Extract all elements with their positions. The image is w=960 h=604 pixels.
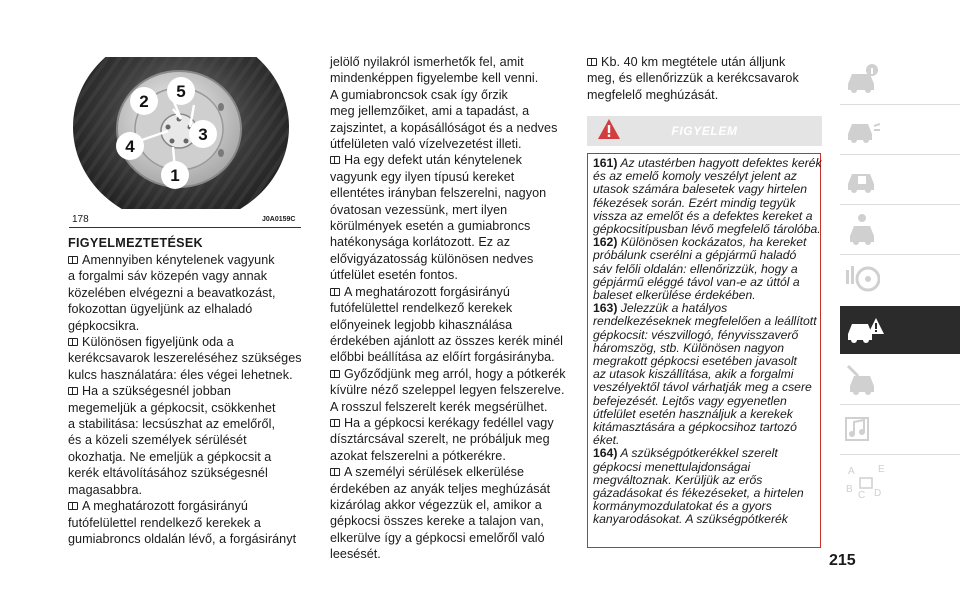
book-icon: [330, 288, 340, 296]
col3-text: Kb. 40 km megtétele után álljunk: [601, 55, 786, 69]
callout-4: [116, 132, 144, 160]
col2-line: [330, 152, 564, 168]
col2-line: [330, 382, 564, 398]
col1-text: gumiabroncs oldalán lévő, a forgásirányt: [68, 531, 297, 546]
col2-line: [330, 366, 564, 382]
book-icon: [68, 502, 78, 510]
warning-title: FIGYELEM: [671, 124, 738, 138]
warning-text: veszélyektől távol várhatják meg a csere: [593, 380, 812, 395]
sidebar-tab-9[interactable]: [840, 456, 960, 504]
warning-text: kitámasztására a gépkocsihoz tartozó: [593, 420, 797, 435]
sidebar-tab-6-active[interactable]: [840, 306, 960, 354]
col2-text: mindenképpen figyelembe kell venni.: [330, 71, 539, 86]
warning-text: rendelkezéseknek megfelelően a leállított: [593, 314, 817, 329]
col2-text: útfelület esetén fontos.: [330, 268, 458, 283]
warning-text: gépkocsi menettulajdonságai: [593, 459, 751, 474]
col1-text: Ha a szükségesnél jobban: [82, 384, 231, 399]
sidebar-tab-1[interactable]: [840, 56, 960, 104]
callout-3-label: 3: [198, 125, 208, 144]
col1-line: [68, 318, 300, 334]
sidebar-tab-2[interactable]: [840, 106, 960, 154]
sidebar-tab-4[interactable]: [840, 206, 960, 254]
callout-1-label: 1: [170, 166, 180, 185]
music-note-icon: [844, 412, 880, 446]
col2-text: előnyeinek legjobb kihasználása: [330, 317, 513, 332]
warning-text: és az emelő komoly veszélyt jelent az: [593, 169, 797, 184]
book-icon: [330, 370, 340, 378]
callout-5-label: 5: [176, 82, 186, 101]
col3-line: [587, 70, 823, 86]
col1-text: a stabilitása: lecsúszhat az emelőről,: [68, 417, 275, 432]
col2-text: A személyi sérülések elkerülése: [344, 465, 525, 480]
figure-code: J0A0159C: [262, 216, 296, 223]
col2-line: [330, 530, 564, 546]
page-number: 215: [829, 552, 856, 569]
warning-text: Az utastérben hagyott defektes kerék: [620, 156, 822, 170]
index-letter-c: C: [858, 490, 866, 501]
col1-text: futófelülettel rendelkező kerekek a: [68, 515, 261, 530]
warning-text: A szükségpótkerékkel szerelt: [620, 446, 778, 461]
warning-text: vissza az emelőt és a defektes kereket a: [593, 208, 813, 223]
callout-2-label: 2: [139, 92, 149, 111]
col2-text: hatékonysága korlátozott. Ez az: [330, 235, 511, 250]
warning-text: fékezések során. Ezért mindig tegyük: [593, 195, 796, 210]
book-icon: [587, 58, 597, 66]
callout-3: [189, 120, 217, 148]
warning-text: utasok számára balesetek vagy hirtelen: [593, 182, 808, 197]
column-1-text: [68, 252, 300, 547]
col1-line: [68, 482, 300, 498]
col2-text: érdekében az anyák teljes meghúzását: [330, 481, 551, 496]
col3-line: [587, 87, 823, 103]
col2-line: [330, 234, 564, 250]
car-info-icon: [844, 62, 880, 96]
note-number: 161): [593, 156, 618, 170]
col2-line: [330, 87, 564, 103]
book-icon: [68, 387, 78, 395]
sidebar-tab-3[interactable]: [840, 156, 960, 204]
col1-text: megemeljük a gépkocsit, csökkenhet: [68, 400, 276, 415]
note-number: 162): [593, 235, 618, 250]
col1-text: A meghatározott forgásirányú: [82, 499, 248, 514]
col2-text: útfelületen való vízelvezetést illeti.: [330, 137, 522, 152]
col1-line: [68, 498, 300, 514]
steering-wheel-icon: [844, 262, 880, 296]
col1-text: Különösen figyeljünk oda a: [82, 335, 234, 350]
warning-text: megrakott gépkocsi esetében javasolt: [593, 354, 797, 369]
col2-line: [330, 464, 564, 480]
warning-header: [587, 116, 822, 146]
car-lights-icon: [844, 112, 880, 146]
col2-line: [330, 218, 564, 234]
col2-text: körülmények esetén a gumiabroncs: [330, 219, 531, 234]
col2-line: [330, 333, 564, 349]
sidebar-tab-7[interactable]: [840, 356, 960, 404]
col2-line: [330, 481, 564, 497]
callout-5: [167, 77, 195, 105]
col2-text: Ha egy defekt után kénytelenek: [344, 153, 522, 168]
col2-line: [330, 513, 564, 529]
emergency-car-icon: [844, 312, 884, 346]
col2-text: óvatosan vezessünk, mert ilyen: [330, 202, 508, 217]
col1-text: gépkocsikra.: [68, 318, 140, 333]
col1-line: [68, 383, 300, 399]
warning-text: gépkocsit: vészvillogó, fényvisszaverő: [593, 327, 799, 342]
col2-text: A meghatározott forgásirányú: [344, 284, 510, 299]
sidebar-tab-8[interactable]: [840, 406, 960, 454]
warning-text: Jelezzük a hatályos: [620, 301, 728, 316]
warning-text: gépkocsitípusban lévő megfelelő tárolóba.: [593, 222, 821, 237]
col2-text: előbbi beállítása az előírt forgásirányba.: [330, 350, 555, 365]
col1-line: [68, 285, 300, 301]
book-icon: [330, 468, 340, 476]
warning-text: gépjármű eléggé távol van-e az úttól a: [593, 274, 800, 289]
col1-line: [68, 465, 300, 481]
col3-line: [587, 54, 823, 70]
col1-text: Amennyiben kénytelenek vagyunk: [82, 253, 275, 267]
callout-2: [130, 87, 158, 115]
col1-line: [68, 416, 300, 432]
col2-text: érdekében ajánlott az összes kerék minél: [330, 333, 564, 348]
col2-line: [330, 399, 564, 415]
col1-line: [68, 350, 300, 366]
book-icon: [68, 256, 78, 264]
warning-text: megváltoznak. Kerüljük az erős: [593, 472, 763, 487]
col1-line: [68, 449, 300, 465]
note-number: 164): [593, 446, 618, 461]
col2-text: elkerülve így a gépkocsi emelőről való: [330, 530, 545, 545]
warning-text: kormánymozdulatokat és a gyors: [593, 499, 772, 514]
col2-text: leesését.: [330, 547, 381, 562]
warning-text: [593, 156, 822, 527]
col2-line: [330, 54, 564, 70]
col2-text: kívülre néző szeleppel legyen felszerelve.: [330, 383, 565, 398]
col2-line: [330, 349, 564, 365]
col2-line: [330, 185, 564, 201]
warning-text: útfelület esetén használjuk a kerekek: [593, 406, 793, 421]
column-2-text: [330, 54, 564, 563]
col2-text: futófelülettel rendelkező kerekek: [330, 301, 513, 316]
col2-text: meg jellemzőiket, ami a tapadást, a: [330, 104, 530, 119]
col1-line: [68, 367, 300, 383]
col2-text: kizárólag akkor végezzük el, amikor a: [330, 497, 542, 512]
col2-text: vagyunk egy ilyen típusú kereket: [330, 169, 515, 184]
col1-text: okozhatja. Ne emeljük a gépkocsit a: [68, 449, 272, 464]
col2-text: gépkocsi összes kereke a talajon van,: [330, 514, 544, 529]
sidebar-tab-5[interactable]: [840, 256, 960, 304]
note-number: 163): [593, 301, 618, 316]
col1-text: kerékcsavarok leszereléséhez szükséges: [68, 351, 302, 366]
col2-text: jelölő nyilakról ismerhetők fel, amit: [330, 55, 524, 69]
col1-text: kulcs használatára: éles végei lehetnek.: [68, 367, 293, 382]
warning-text: kanyarodásokat. A szükségpótkerék: [593, 512, 788, 527]
index-letter-e: E: [878, 464, 885, 475]
car-seat-icon: [844, 212, 880, 246]
column-3: [587, 54, 823, 103]
col1-text: közelében elvégezni a beavatkozást,: [68, 285, 276, 300]
index-letter-a: A: [848, 466, 855, 477]
col2-line: [330, 431, 564, 447]
book-icon: [68, 338, 78, 346]
col2-text: zajszintet, a kopásállóságot és a nedves: [330, 120, 558, 135]
column-2: [330, 54, 564, 563]
callout-1: [161, 161, 189, 189]
warning-text: baleset elkerülése érdekében.: [593, 288, 756, 303]
col2-text: Ha a gépkocsi kerékagy fedéllel vagy: [344, 415, 554, 430]
book-icon: [330, 419, 340, 427]
col2-text: Győződjünk meg arról, hogy a pótkerék: [344, 366, 566, 381]
col1-line: [68, 432, 300, 448]
warning-line: [593, 421, 818, 434]
col1-line: [68, 268, 300, 284]
warning-text: sáv felőli oldalán: ellenőrizzük, hogy a: [593, 261, 798, 276]
col2-line: [330, 415, 564, 431]
warning-line: [593, 513, 818, 526]
col2-line: [330, 169, 564, 185]
col2-line: [330, 70, 564, 86]
col3-text: meg, és ellenőrizzük a kerékcsavarok: [587, 71, 799, 86]
col1-line: [68, 515, 300, 531]
warning-text: gázadásokat és fékezéseket, a hirtelen: [593, 486, 804, 501]
index-letters-icon: [844, 462, 894, 502]
col2-text: ellentétes irányban felszerelni, nagyon: [330, 186, 547, 201]
figure-rule: [69, 227, 301, 228]
warning-text: háromszög, stb. Különösen nagyon: [593, 340, 785, 355]
car-door-icon: [844, 162, 880, 196]
col2-line: [330, 120, 564, 136]
wrench-car-icon: [844, 362, 880, 396]
warning-text: próbálunk cserélni a gépjármű haladó: [593, 248, 797, 263]
wheel-illustration: [69, 57, 301, 209]
col1-text: és a közeli személyek sérülését: [68, 433, 247, 448]
col2-line: [330, 300, 564, 316]
col2-line: [330, 317, 564, 333]
col2-text: A rosszul felszerelt kerék megsérülhet.: [330, 399, 548, 414]
column-1: [68, 235, 300, 547]
col2-line: [330, 448, 564, 464]
col1-text: kerék eltávolításához szükségesnél: [68, 466, 268, 481]
col2-line: [330, 284, 564, 300]
col2-line: [330, 546, 564, 562]
col1-line: [68, 252, 300, 268]
figure-number: 178: [72, 214, 89, 225]
col2-text: azokat felszerelni a pótkerékre.: [330, 448, 506, 463]
col1-line: [68, 334, 300, 350]
book-icon: [330, 156, 340, 164]
col1-line: [68, 531, 300, 547]
column-3-text: [587, 54, 823, 103]
col1-text: magasabbra.: [68, 482, 143, 497]
col2-line: [330, 497, 564, 513]
index-letter-d: D: [874, 488, 882, 499]
col2-line: [330, 251, 564, 267]
col1-text: a forgalmi sáv közepén vagy annak: [68, 269, 268, 284]
col2-text: elővigyázatosság különösen nedves: [330, 251, 534, 266]
index-letter-b: B: [846, 484, 853, 495]
warnings-heading: FIGYELMEZTETÉSEK: [68, 236, 203, 250]
col2-line: [330, 267, 564, 283]
warning-text: az utasok kiszállítása, akik a forgalmi: [593, 367, 794, 382]
col2-text: A gumiabroncsok csak így őrzik: [330, 87, 508, 102]
col2-text: dísztárcsával szerelt, ne próbáljuk meg: [330, 432, 550, 447]
col1-line: [68, 400, 300, 416]
col1-text: fokozottan ügyeljünk az elhaladó: [68, 302, 253, 317]
col1-line: [68, 301, 300, 317]
col3-text: megfelelő meghúzását.: [587, 87, 719, 102]
warning-text: éket.: [593, 433, 620, 448]
warning-text: Különösen kockázatos, ha kereket: [620, 235, 807, 250]
warning-text: befejezését. Lejtős vagy egyenetlen: [593, 393, 787, 408]
callout-4-label: 4: [125, 137, 135, 156]
col2-line: [330, 103, 564, 119]
figure-178: [69, 57, 301, 209]
col2-line: [330, 202, 564, 218]
col2-line: [330, 136, 564, 152]
